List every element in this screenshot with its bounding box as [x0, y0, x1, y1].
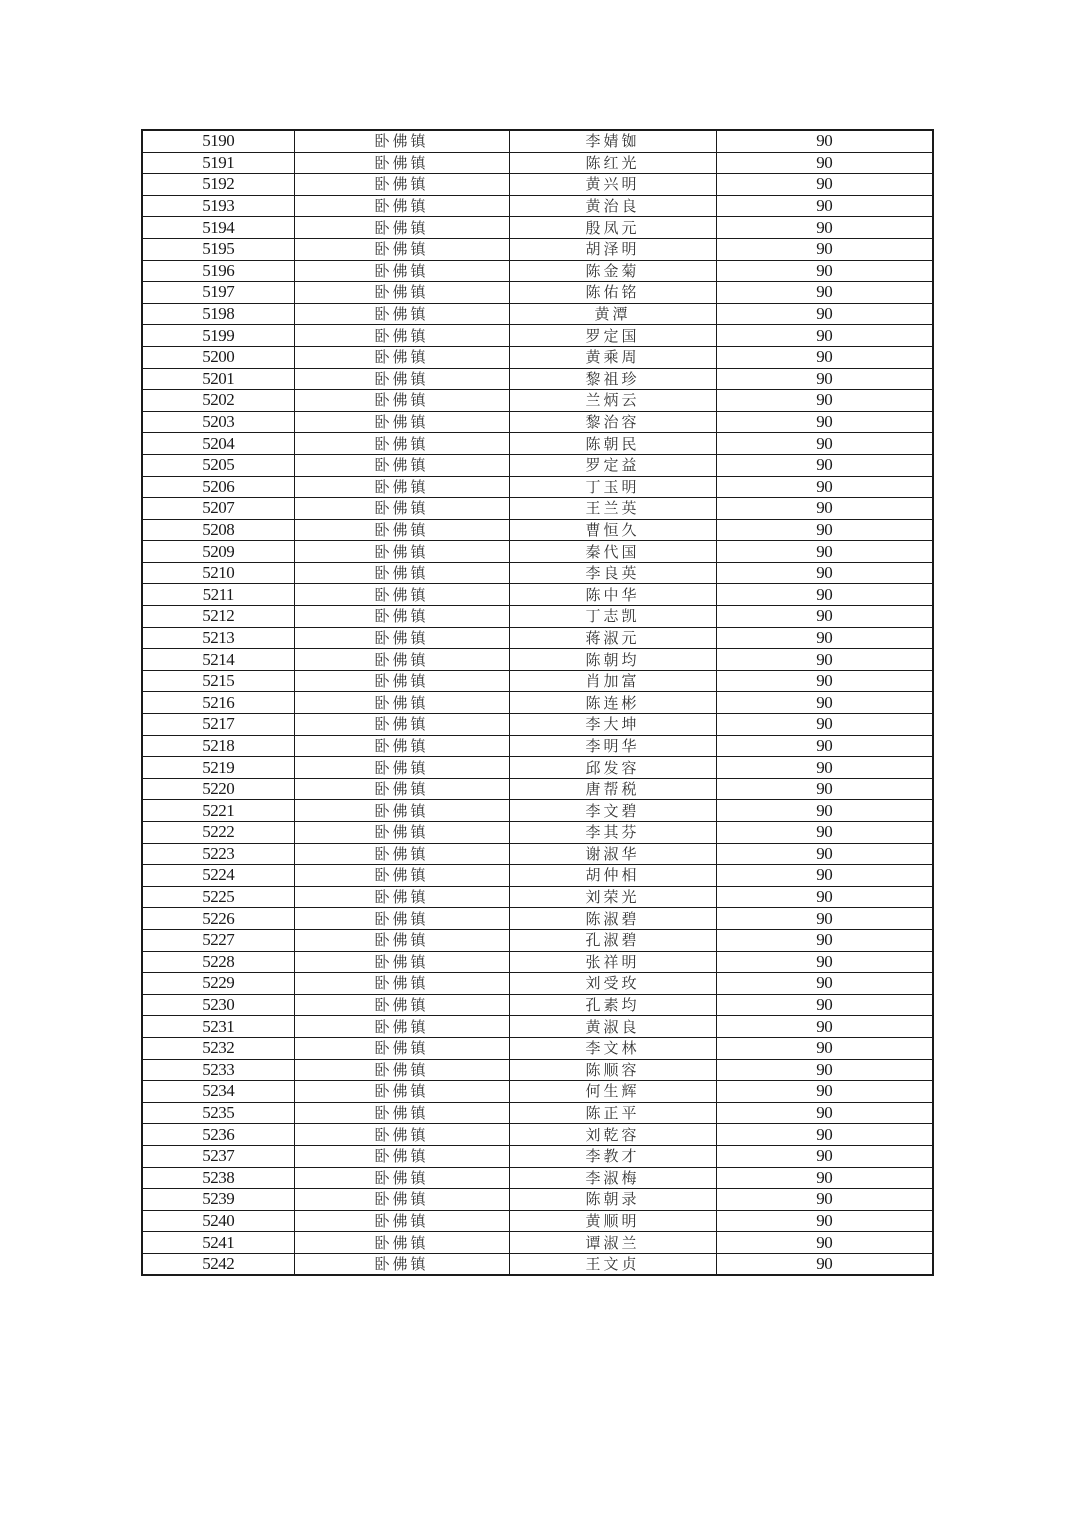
- table-row: [142, 951, 933, 973]
- cell-id: 5198: [142, 303, 294, 325]
- cell-amount: 90: [716, 303, 933, 325]
- cell-town: 卧佛镇: [294, 433, 509, 455]
- table-row: [142, 238, 933, 260]
- cell-town: 卧佛镇: [294, 346, 509, 368]
- table-row: [142, 1081, 933, 1103]
- cell-name: 王文贞: [509, 1253, 716, 1275]
- cell-amount: 90: [716, 627, 933, 649]
- cell-id: 5220: [142, 778, 294, 800]
- cell-id: 5221: [142, 800, 294, 822]
- cell-id: 5218: [142, 735, 294, 757]
- cell-town: 卧佛镇: [294, 195, 509, 217]
- cell-town: 卧佛镇: [294, 670, 509, 692]
- cell-id: 5219: [142, 757, 294, 779]
- cell-name: 兰炳云: [509, 390, 716, 412]
- table-row: [142, 152, 933, 174]
- cell-id: 5206: [142, 476, 294, 498]
- table-row: [142, 1016, 933, 1038]
- cell-amount: 90: [716, 325, 933, 347]
- cell-amount: 90: [716, 800, 933, 822]
- cell-name: 陈朝录: [509, 1189, 716, 1211]
- cell-id: 5242: [142, 1253, 294, 1275]
- cell-id: 5214: [142, 649, 294, 671]
- cell-name: 黎祖珍: [509, 368, 716, 390]
- cell-town: 卧佛镇: [294, 1124, 509, 1146]
- cell-town: 卧佛镇: [294, 1016, 509, 1038]
- cell-amount: 90: [716, 260, 933, 282]
- cell-name: 黄乘周: [509, 346, 716, 368]
- cell-name: 陈佑铭: [509, 282, 716, 304]
- cell-id: 5236: [142, 1124, 294, 1146]
- cell-amount: 90: [716, 238, 933, 260]
- cell-amount: 90: [716, 498, 933, 520]
- table-row: [142, 735, 933, 757]
- cell-id: 5213: [142, 627, 294, 649]
- table-row: [142, 1124, 933, 1146]
- cell-id: 5212: [142, 606, 294, 628]
- table-row: [142, 1145, 933, 1167]
- cell-town: 卧佛镇: [294, 1059, 509, 1081]
- table-row: [142, 541, 933, 563]
- cell-amount: 90: [716, 1210, 933, 1232]
- cell-town: 卧佛镇: [294, 994, 509, 1016]
- cell-town: 卧佛镇: [294, 1167, 509, 1189]
- cell-town: 卧佛镇: [294, 130, 509, 152]
- table-row: [142, 1037, 933, 1059]
- cell-id: 5229: [142, 973, 294, 995]
- table-row: [142, 411, 933, 433]
- cell-id: 5205: [142, 454, 294, 476]
- roster-table-body: [142, 130, 933, 1275]
- cell-amount: 90: [716, 454, 933, 476]
- cell-name: 陈红光: [509, 152, 716, 174]
- cell-town: 卧佛镇: [294, 390, 509, 412]
- cell-amount: 90: [716, 1189, 933, 1211]
- cell-id: 5227: [142, 929, 294, 951]
- cell-amount: 90: [716, 757, 933, 779]
- cell-id: 5225: [142, 886, 294, 908]
- cell-amount: 90: [716, 865, 933, 887]
- cell-amount: 90: [716, 649, 933, 671]
- cell-id: 5199: [142, 325, 294, 347]
- cell-town: 卧佛镇: [294, 865, 509, 887]
- cell-amount: 90: [716, 390, 933, 412]
- cell-town: 卧佛镇: [294, 217, 509, 239]
- cell-name: 陈淑碧: [509, 908, 716, 930]
- cell-id: 5235: [142, 1102, 294, 1124]
- cell-name: 黄治良: [509, 195, 716, 217]
- table-row: [142, 994, 933, 1016]
- cell-town: 卧佛镇: [294, 1232, 509, 1254]
- cell-id: 5226: [142, 908, 294, 930]
- cell-town: 卧佛镇: [294, 411, 509, 433]
- cell-id: 5202: [142, 390, 294, 412]
- table-row: [142, 1232, 933, 1254]
- cell-id: 5193: [142, 195, 294, 217]
- cell-name: 陈金菊: [509, 260, 716, 282]
- table-row: [142, 692, 933, 714]
- cell-amount: 90: [716, 368, 933, 390]
- cell-name: 黄兴明: [509, 174, 716, 196]
- cell-name: 黎治容: [509, 411, 716, 433]
- table-row: [142, 217, 933, 239]
- cell-town: 卧佛镇: [294, 541, 509, 563]
- cell-name: 肖加富: [509, 670, 716, 692]
- cell-amount: 90: [716, 130, 933, 152]
- cell-town: 卧佛镇: [294, 1037, 509, 1059]
- cell-amount: 90: [716, 1253, 933, 1275]
- cell-name: 邱发容: [509, 757, 716, 779]
- table-row: [142, 476, 933, 498]
- cell-amount: 90: [716, 541, 933, 563]
- cell-id: 5233: [142, 1059, 294, 1081]
- cell-amount: 90: [716, 1145, 933, 1167]
- cell-amount: 90: [716, 973, 933, 995]
- cell-name: 殷凤元: [509, 217, 716, 239]
- cell-amount: 90: [716, 929, 933, 951]
- cell-town: 卧佛镇: [294, 606, 509, 628]
- cell-name: 刘乾容: [509, 1124, 716, 1146]
- cell-name: 谢淑华: [509, 843, 716, 865]
- cell-name: 罗定国: [509, 325, 716, 347]
- cell-town: 卧佛镇: [294, 476, 509, 498]
- table-row: [142, 1253, 933, 1275]
- cell-id: 5230: [142, 994, 294, 1016]
- table-row: [142, 714, 933, 736]
- cell-amount: 90: [716, 1167, 933, 1189]
- cell-town: 卧佛镇: [294, 735, 509, 757]
- cell-amount: 90: [716, 346, 933, 368]
- cell-name: 陈朝民: [509, 433, 716, 455]
- cell-id: 5207: [142, 498, 294, 520]
- cell-id: 5192: [142, 174, 294, 196]
- cell-id: 5228: [142, 951, 294, 973]
- cell-name: 陈正平: [509, 1102, 716, 1124]
- cell-amount: 90: [716, 152, 933, 174]
- cell-town: 卧佛镇: [294, 282, 509, 304]
- cell-id: 5203: [142, 411, 294, 433]
- table-row: [142, 800, 933, 822]
- cell-town: 卧佛镇: [294, 1145, 509, 1167]
- cell-id: 5215: [142, 670, 294, 692]
- cell-name: 李良英: [509, 562, 716, 584]
- cell-amount: 90: [716, 562, 933, 584]
- table-row: [142, 1167, 933, 1189]
- cell-id: 5222: [142, 822, 294, 844]
- cell-id: 5217: [142, 714, 294, 736]
- cell-amount: 90: [716, 908, 933, 930]
- table-row: [142, 562, 933, 584]
- table-row: [142, 886, 933, 908]
- cell-id: 5210: [142, 562, 294, 584]
- cell-town: 卧佛镇: [294, 1253, 509, 1275]
- table-row: [142, 130, 933, 152]
- table-row: [142, 670, 933, 692]
- table-row: [142, 908, 933, 930]
- table-row: [142, 174, 933, 196]
- cell-name: 孔淑碧: [509, 929, 716, 951]
- cell-town: 卧佛镇: [294, 368, 509, 390]
- table-row: [142, 498, 933, 520]
- cell-name: 蒋淑元: [509, 627, 716, 649]
- cell-town: 卧佛镇: [294, 822, 509, 844]
- cell-town: 卧佛镇: [294, 498, 509, 520]
- cell-amount: 90: [716, 951, 933, 973]
- cell-name: 丁玉明: [509, 476, 716, 498]
- cell-amount: 90: [716, 843, 933, 865]
- cell-town: 卧佛镇: [294, 886, 509, 908]
- table-row: [142, 929, 933, 951]
- cell-id: 5197: [142, 282, 294, 304]
- cell-town: 卧佛镇: [294, 325, 509, 347]
- cell-amount: 90: [716, 1124, 933, 1146]
- cell-id: 5232: [142, 1037, 294, 1059]
- cell-town: 卧佛镇: [294, 1189, 509, 1211]
- table-row: [142, 368, 933, 390]
- cell-town: 卧佛镇: [294, 519, 509, 541]
- cell-id: 5190: [142, 130, 294, 152]
- cell-town: 卧佛镇: [294, 973, 509, 995]
- cell-town: 卧佛镇: [294, 238, 509, 260]
- table-row: [142, 778, 933, 800]
- cell-name: 谭淑兰: [509, 1232, 716, 1254]
- cell-name: 胡泽明: [509, 238, 716, 260]
- cell-name: 陈朝均: [509, 649, 716, 671]
- table-row: [142, 346, 933, 368]
- cell-id: 5201: [142, 368, 294, 390]
- cell-id: 5240: [142, 1210, 294, 1232]
- cell-amount: 90: [716, 476, 933, 498]
- table-row: [142, 1102, 933, 1124]
- cell-name: 陈连彬: [509, 692, 716, 714]
- table-row: [142, 843, 933, 865]
- cell-town: 卧佛镇: [294, 908, 509, 930]
- cell-town: 卧佛镇: [294, 951, 509, 973]
- table-row: [142, 606, 933, 628]
- cell-amount: 90: [716, 606, 933, 628]
- cell-id: 5208: [142, 519, 294, 541]
- cell-town: 卧佛镇: [294, 1081, 509, 1103]
- cell-town: 卧佛镇: [294, 562, 509, 584]
- cell-name: 陈中华: [509, 584, 716, 606]
- cell-name: 黄淑良: [509, 1016, 716, 1038]
- cell-name: 刘受玫: [509, 973, 716, 995]
- cell-town: 卧佛镇: [294, 152, 509, 174]
- cell-id: 5234: [142, 1081, 294, 1103]
- table-row: [142, 1059, 933, 1081]
- cell-id: 5231: [142, 1016, 294, 1038]
- cell-amount: 90: [716, 670, 933, 692]
- cell-town: 卧佛镇: [294, 260, 509, 282]
- table-row: [142, 1210, 933, 1232]
- cell-town: 卧佛镇: [294, 627, 509, 649]
- cell-amount: 90: [716, 1081, 933, 1103]
- cell-amount: 90: [716, 282, 933, 304]
- cell-name: 李文林: [509, 1037, 716, 1059]
- cell-name: 黄顺明: [509, 1210, 716, 1232]
- cell-id: 5195: [142, 238, 294, 260]
- cell-amount: 90: [716, 994, 933, 1016]
- cell-name: 唐帮税: [509, 778, 716, 800]
- roster-table: [141, 129, 934, 1276]
- cell-name: 李文碧: [509, 800, 716, 822]
- cell-id: 5224: [142, 865, 294, 887]
- cell-name: 何生辉: [509, 1081, 716, 1103]
- cell-town: 卧佛镇: [294, 303, 509, 325]
- cell-id: 5241: [142, 1232, 294, 1254]
- table-row: [142, 195, 933, 217]
- cell-town: 卧佛镇: [294, 800, 509, 822]
- table-row: [142, 282, 933, 304]
- table-row: [142, 649, 933, 671]
- cell-town: 卧佛镇: [294, 757, 509, 779]
- cell-amount: 90: [716, 584, 933, 606]
- cell-name: 李淑梅: [509, 1167, 716, 1189]
- cell-amount: 90: [716, 519, 933, 541]
- cell-id: 5209: [142, 541, 294, 563]
- cell-name: 李教才: [509, 1145, 716, 1167]
- cell-amount: 90: [716, 1102, 933, 1124]
- cell-town: 卧佛镇: [294, 692, 509, 714]
- table-row: [142, 454, 933, 476]
- table-row: [142, 627, 933, 649]
- table-row: [142, 325, 933, 347]
- table-row: [142, 303, 933, 325]
- cell-amount: 90: [716, 735, 933, 757]
- cell-name: 李大坤: [509, 714, 716, 736]
- cell-amount: 90: [716, 195, 933, 217]
- cell-name: 丁志凯: [509, 606, 716, 628]
- cell-name: 黄潭: [509, 303, 716, 325]
- cell-town: 卧佛镇: [294, 843, 509, 865]
- cell-name: 李婧铷: [509, 130, 716, 152]
- cell-town: 卧佛镇: [294, 778, 509, 800]
- cell-town: 卧佛镇: [294, 649, 509, 671]
- cell-name: 陈顺容: [509, 1059, 716, 1081]
- cell-name: 李明华: [509, 735, 716, 757]
- table-row: [142, 822, 933, 844]
- cell-id: 5216: [142, 692, 294, 714]
- cell-town: 卧佛镇: [294, 1102, 509, 1124]
- cell-amount: 90: [716, 822, 933, 844]
- cell-amount: 90: [716, 1016, 933, 1038]
- cell-amount: 90: [716, 1232, 933, 1254]
- cell-amount: 90: [716, 692, 933, 714]
- cell-amount: 90: [716, 714, 933, 736]
- cell-name: 罗定益: [509, 454, 716, 476]
- cell-name: 张祥明: [509, 951, 716, 973]
- cell-amount: 90: [716, 174, 933, 196]
- table-row: [142, 973, 933, 995]
- cell-amount: 90: [716, 433, 933, 455]
- cell-town: 卧佛镇: [294, 714, 509, 736]
- cell-name: 曹恒久: [509, 519, 716, 541]
- cell-id: 5204: [142, 433, 294, 455]
- table-row: [142, 260, 933, 282]
- cell-name: 胡仲相: [509, 865, 716, 887]
- cell-amount: 90: [716, 886, 933, 908]
- cell-id: 5194: [142, 217, 294, 239]
- cell-id: 5200: [142, 346, 294, 368]
- table-row: [142, 519, 933, 541]
- cell-town: 卧佛镇: [294, 1210, 509, 1232]
- cell-amount: 90: [716, 411, 933, 433]
- cell-town: 卧佛镇: [294, 454, 509, 476]
- cell-amount: 90: [716, 778, 933, 800]
- table-row: [142, 1189, 933, 1211]
- cell-id: 5238: [142, 1167, 294, 1189]
- table-row: [142, 390, 933, 412]
- cell-id: 5196: [142, 260, 294, 282]
- cell-town: 卧佛镇: [294, 584, 509, 606]
- cell-name: 李其芬: [509, 822, 716, 844]
- cell-id: 5211: [142, 584, 294, 606]
- cell-name: 秦代国: [509, 541, 716, 563]
- table-row: [142, 865, 933, 887]
- cell-amount: 90: [716, 217, 933, 239]
- table-row: [142, 584, 933, 606]
- cell-town: 卧佛镇: [294, 929, 509, 951]
- cell-name: 孔素均: [509, 994, 716, 1016]
- cell-amount: 90: [716, 1037, 933, 1059]
- table-row: [142, 757, 933, 779]
- cell-amount: 90: [716, 1059, 933, 1081]
- cell-id: 5223: [142, 843, 294, 865]
- cell-id: 5237: [142, 1145, 294, 1167]
- cell-id: 5239: [142, 1189, 294, 1211]
- cell-town: 卧佛镇: [294, 174, 509, 196]
- cell-id: 5191: [142, 152, 294, 174]
- table-row: [142, 433, 933, 455]
- cell-name: 王兰英: [509, 498, 716, 520]
- cell-name: 刘荣光: [509, 886, 716, 908]
